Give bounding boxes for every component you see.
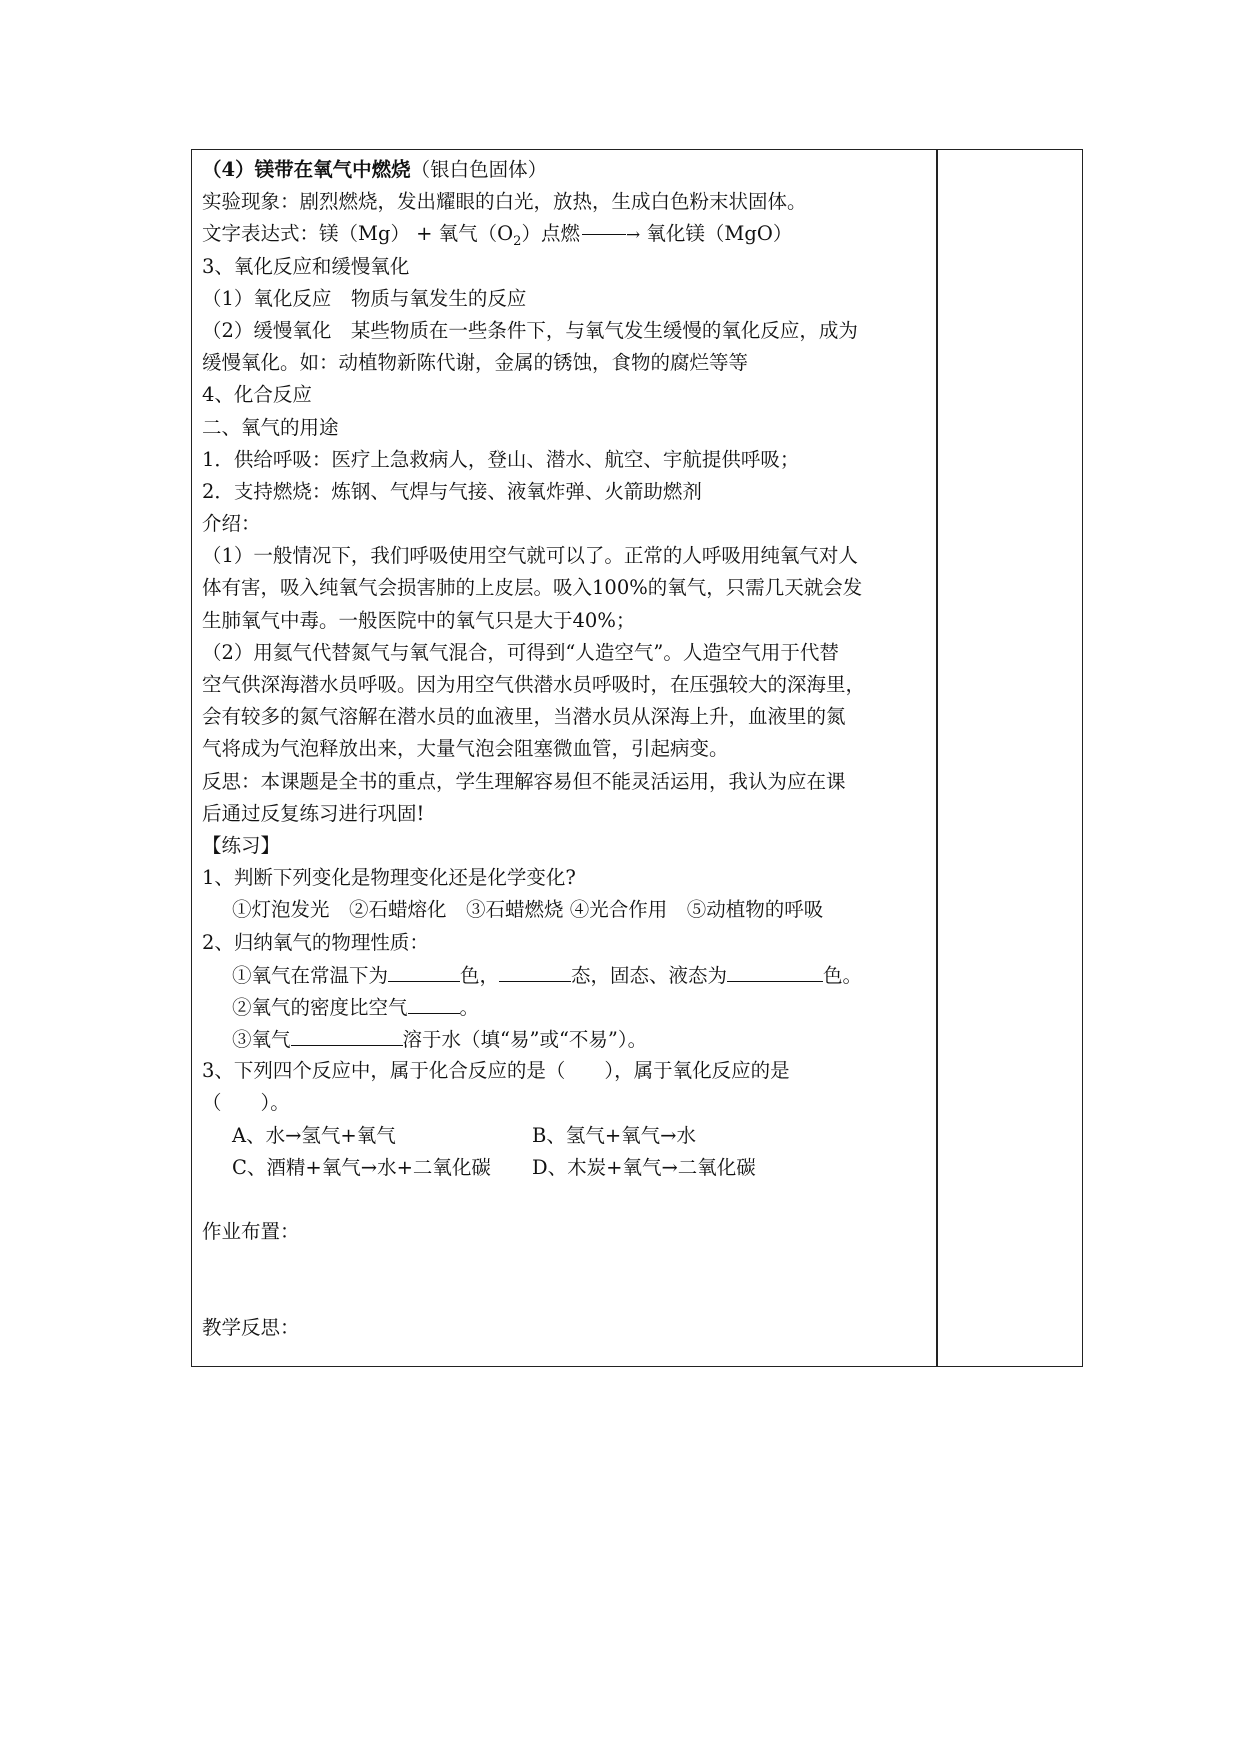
question-2-c: [202, 1023, 930, 1055]
lesson-table: [191, 149, 1083, 1367]
intro-p2-line-2: 空气供深海潜水员呼吸。因为用空气供潜水员呼吸时，在压强较大的深海里，: [202, 673, 866, 696]
q2b-text-1: ②氧气的密度比空气: [232, 995, 408, 1019]
q2a-text-3: 态，固态、液态为: [571, 963, 728, 987]
right-column-divider: [936, 150, 938, 1366]
question-3-line-1: 3、下列四个反应中，属于化合反应的是（ ），属于氧化反应的是: [202, 1059, 790, 1083]
question-2: 2、归纳氧气的物理性质：: [202, 930, 429, 954]
reflection-line-2: 后通过反复练习进行巩固!: [202, 801, 425, 825]
spacer: [202, 1184, 930, 1216]
lesson-content: [202, 154, 930, 1345]
question-1: 1、判断下列变化是物理变化还是化学变化?: [202, 866, 576, 890]
intro-p1-line-1: （1）一般情况下，我们呼吸使用空气就可以了。正常的人呼吸用纯氧气对人: [202, 544, 858, 568]
homework-label: 作业布置：: [202, 1220, 300, 1244]
intro-title: 介绍：: [202, 512, 261, 536]
q2c-blank[interactable]: [291, 1023, 403, 1046]
intro-p1-line-2: 体有害，吸入纯氧气会损害肺的上皮层。吸入100%的氧气，只需几天就会发: [202, 576, 863, 600]
q2a-blank-2[interactable]: [499, 959, 571, 982]
intro-p1-line-3: 生肺氧气中毒。一般医院中的氧气只是大于40%；: [202, 608, 636, 632]
intro-p2-line-3: 会有较多的氮气溶解在潜水员的血液里，当潜水员从深海上升，血液里的氮: [202, 705, 846, 729]
section-3-title: 3、氧化反应和缓慢氧化: [202, 254, 410, 278]
section-3-item-1: （1）氧化反应 物质与氧发生的反应: [202, 286, 527, 310]
section-4-heading: [202, 154, 930, 186]
phenomenon-line: 实验现象：剧烈燃烧，发出耀眼的白光，放热，生成白色粉末状固体。: [202, 190, 807, 214]
question-2-a: [202, 959, 930, 991]
section-4-title: （4）镁带在氧气中燃烧: [202, 158, 411, 181]
q2a-text-4: 色。: [823, 963, 863, 987]
section-3-item-2-line-1: （2）缓慢氧化 某些物质在一些条件下，与氧气发生缓慢的氧化反应，成为: [202, 318, 858, 342]
practice-title: 【练习】: [202, 833, 281, 857]
equation-product: 氧化镁（MgO）: [646, 222, 793, 246]
reflection-line-1: 反思：本课题是全书的重点，学生理解容易但不能灵活运用，我认为应在课: [202, 769, 846, 793]
question-3-options-cd: [202, 1152, 930, 1184]
uses-item-1: 1．供给呼吸：医疗上急救病人，登山、潜水、航空、宇航提供呼吸；: [202, 447, 800, 471]
q2a-text-1: ①氧气在常温下为: [232, 963, 389, 987]
question-1-items: ①灯泡发光 ②石蜡熔化 ③石蜡燃烧 ④光合作用 ⑤动植物的呼吸: [232, 898, 824, 922]
uses-item-2: 2．支持燃烧：炼钢、气焊与气接、液氧炸弹、火箭助燃剂: [202, 479, 702, 503]
q2a-blank-1[interactable]: [388, 959, 460, 982]
q2a-text-2: 色，: [460, 963, 500, 987]
equation-arrow-shaft: [582, 234, 626, 235]
q2b-blank[interactable]: [408, 991, 460, 1014]
option-c: C、酒精+氧气→水+二氧化碳: [232, 1155, 491, 1179]
uses-title: 二、氧气的用途: [202, 415, 339, 439]
spacer: [202, 1248, 930, 1312]
q2c-text-1: ③氧气: [232, 1028, 291, 1052]
intro-p2-line-4: 气将成为气泡释放出来，大量气泡会阻塞微血管，引起病变。: [202, 737, 729, 761]
option-b: B、氢气+氧气→水: [532, 1123, 697, 1147]
option-d: D、木炭+氧气→二氧化碳: [532, 1155, 756, 1179]
teaching-reflection-label: 教学反思：: [202, 1316, 300, 1340]
option-a: A、水→氢气+氧气: [232, 1123, 396, 1147]
q2a-blank-3[interactable]: [727, 959, 823, 982]
q2c-text-2: 溶于水（填“易”或“不易”）。: [402, 1028, 648, 1052]
question-3-line-2: （ ）。: [202, 1091, 290, 1115]
question-2-b: [202, 991, 930, 1023]
section-3-item-2-line-2: 缓慢氧化。如：动植物新陈代谢，金属的锈蚀，食物的腐烂等等: [202, 351, 749, 375]
equation-arrow-icon: →: [625, 225, 641, 246]
question-3-options-ab: [202, 1120, 930, 1152]
equation-subscript: 2: [513, 234, 522, 250]
word-equation: [202, 218, 930, 250]
section-4-combination-title: 4、化合反应: [202, 383, 312, 407]
equation-condition: ）点燃: [521, 222, 580, 246]
intro-p2-line-1: （2）用氦气代替氮气与氧气混合，可得到“人造空气”。人造空气用于代替: [202, 640, 839, 664]
equation-prefix: 文字表达式：镁（Mg） + 氧气（O: [202, 222, 514, 246]
section-4-note: （银白色固体）: [410, 158, 548, 181]
q2b-text-2: 。: [459, 995, 480, 1019]
